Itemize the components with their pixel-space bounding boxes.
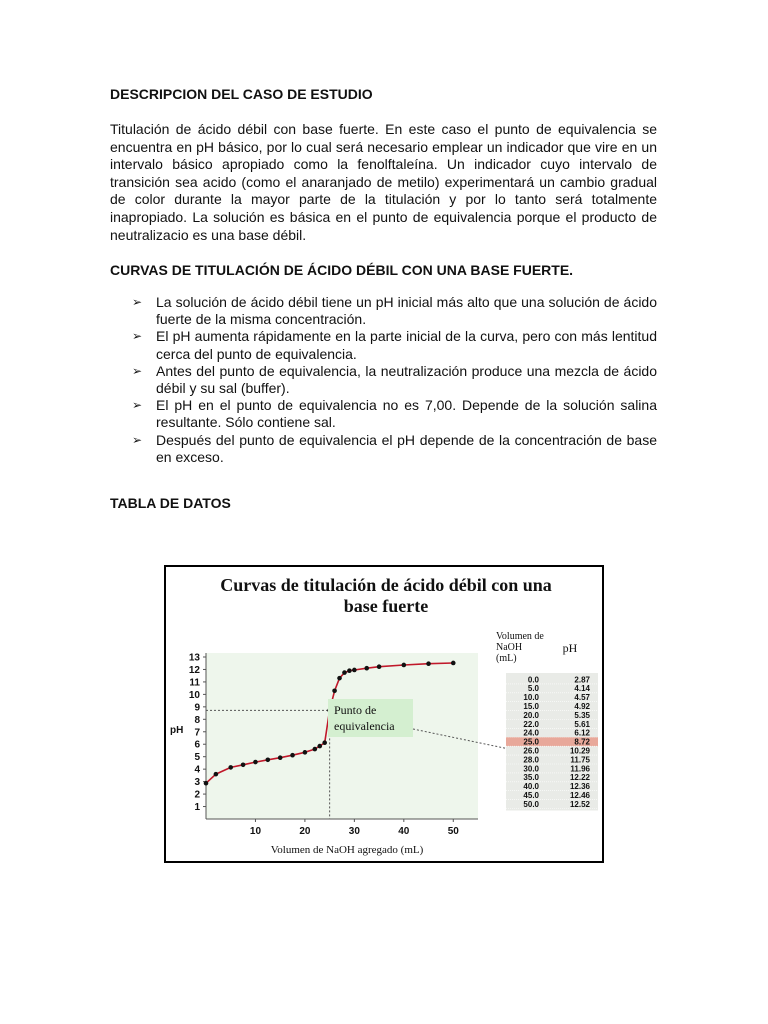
annotation-text: equivalencia [334, 719, 395, 733]
y-tick-label: 3 [194, 777, 200, 789]
y-tick-label: 8 [194, 714, 200, 726]
table-cell-ph: 4.92 [574, 702, 590, 711]
y-tick-label: 5 [194, 752, 200, 764]
data-point [317, 744, 322, 749]
arrow-bullet-icon: ➢ [132, 432, 143, 447]
table-cell-ph: 12.22 [569, 773, 590, 783]
table-cell-ph: 11.96 [570, 764, 590, 774]
data-point [377, 664, 382, 669]
y-tick-label: 7 [194, 727, 200, 739]
bullet-list [132, 294, 657, 466]
y-tick-label: 1 [194, 802, 200, 814]
data-point [278, 755, 283, 760]
table-cell-volume: 10.0 [523, 693, 539, 703]
table-cell-volume: 22.0 [523, 719, 539, 729]
intro-paragraph: Titulación de ácido débil con base fuerte. En este caso el punto de equivalencia se encuentra en pH básico, por lo cual será necesario emplear un indicador que vire en un intervalo básico apropiado como la fenolftaleína. Un indicador cuyo intervalo de transición sea acido (como el anaranjado de metilo) experimentará un cambio gradual de color durante la mayor parte de la titulación y por lo tanto será totalmente inapropiado. La solución es básica en el punto de equivalencia porque el producto de neutralizacio es una base débil. [110, 121, 657, 243]
y-tick-label: 2 [194, 789, 200, 801]
y-tick-label: 10 [188, 689, 200, 701]
y-tick-label: 13 [188, 652, 200, 664]
table-cell-ph: 11.75 [570, 755, 590, 765]
arrow-bullet-icon: ➢ [132, 363, 143, 378]
data-point [228, 765, 233, 770]
table-cell-ph: 5.61 [574, 719, 590, 729]
data-point [253, 760, 258, 765]
table-cell-ph: 10.29 [569, 746, 590, 756]
table-header-volume: NaOH [496, 642, 523, 653]
bullet-text: La solución de ácido débil tiene un pH inicial más alto que una solución de ácido fuerte de la misma concentración. [156, 294, 657, 328]
table-cell-volume: 24.0 [523, 728, 539, 738]
table-cell-volume: 40.0 [523, 782, 539, 792]
data-point [337, 676, 342, 681]
data-point [266, 758, 271, 763]
bullet-item [132, 397, 657, 431]
y-axis-label: pH [170, 725, 184, 737]
table-cell-ph: 12.52 [569, 799, 590, 809]
table-cell-volume: 25.0 [523, 737, 539, 747]
bullet-text: Después del punto de equivalencia el pH depende de la concentración de base en exceso. [156, 431, 657, 465]
data-point [241, 762, 246, 767]
annotation-text: Punto de [334, 703, 377, 717]
table-cell-ph: 12.46 [569, 791, 590, 800]
data-point [214, 772, 219, 777]
data-point [352, 668, 357, 673]
chart-title-line-2: base fuerte [343, 596, 429, 616]
table-cell-volume: 50.0 [523, 799, 539, 809]
table-cell-ph: 6.12 [574, 728, 590, 738]
x-tick-label: 10 [249, 826, 262, 837]
data-point [204, 781, 209, 786]
titration-figure [164, 565, 604, 863]
table-cell-volume: 45.0 [523, 791, 539, 800]
data-point [303, 750, 308, 755]
data-point [451, 661, 456, 666]
x-tick-label: 20 [299, 826, 311, 837]
table-cell-ph: 12.36 [569, 782, 590, 792]
table-cell-volume: 35.0 [523, 773, 539, 783]
bullet-item [132, 328, 657, 362]
data-point [402, 663, 407, 668]
data-point [342, 670, 347, 675]
data-point [322, 740, 327, 745]
table-cell-volume: 0.0 [527, 675, 539, 685]
arrow-bullet-icon: ➢ [132, 295, 143, 309]
y-tick-label: 12 [188, 664, 200, 676]
y-tick-label: 9 [194, 702, 200, 714]
bullet-text: El pH aumenta rápidamente en la parte inicial de la curva, pero con más lentitud cerca del punto de equivalencia. [156, 328, 657, 362]
y-tick-label: 4 [194, 764, 200, 776]
x-tick-label: 50 [447, 826, 459, 837]
x-axis-label: Volumen de NaOH agregado (mL) [270, 844, 424, 856]
data-point [426, 661, 431, 666]
section-heading-data-table: TABLA DE DATOS [110, 495, 231, 511]
data-point [347, 668, 352, 673]
table-cell-volume: 26.0 [523, 746, 539, 756]
table-cell-ph: 2.87 [574, 675, 590, 685]
data-point [290, 753, 295, 758]
table-cell-volume: 20.0 [523, 710, 539, 720]
table-cell-volume: 15.0 [523, 702, 539, 711]
table-cell-volume: 5.0 [527, 684, 539, 694]
data-point [313, 747, 318, 752]
section-heading-case-study: DESCRIPCION DEL CASO DE ESTUDIO [110, 86, 373, 102]
bullet-text: Antes del punto de equivalencia, la neutralización produce una mezcla de ácido débil y su sal (buffer). [156, 362, 657, 397]
table-cell-ph: 5.35 [574, 710, 590, 720]
table-cell-ph: 4.14 [574, 684, 590, 694]
bullet-item [132, 294, 657, 328]
data-point [364, 666, 369, 671]
y-tick-label: 11 [189, 677, 200, 689]
titration-chart [166, 567, 602, 861]
table-header-volume: Volumen de [496, 631, 544, 642]
bullet-item [132, 363, 657, 397]
table-cell-volume: 30.0 [523, 764, 539, 774]
y-tick-label: 6 [194, 739, 200, 751]
x-tick-label: 30 [348, 826, 360, 837]
x-tick-label: 40 [398, 826, 410, 837]
data-point [332, 688, 337, 693]
table-cell-volume: 28.0 [523, 755, 539, 765]
bullet-item [132, 432, 657, 466]
table-header-volume: (mL) [496, 653, 517, 664]
section-heading-titration-curves: CURVAS DE TITULACIÓN DE ÁCIDO DÉBIL CON UNA BASE FUERTE. [110, 262, 574, 278]
table-cell-ph: 8.72 [574, 737, 590, 747]
bullet-text: El pH en el punto de equivalencia no es 7,00. Depende de la solución salina resultante. Sólo contiene sal. [156, 397, 657, 431]
table-header-ph: pH [562, 641, 578, 655]
chart-title-line-1: Curvas de titulación de ácido débil con una [220, 575, 552, 595]
arrow-bullet-icon: ➢ [132, 329, 143, 344]
table-cell-ph: 4.57 [574, 693, 590, 703]
arrow-bullet-icon: ➢ [132, 398, 143, 413]
